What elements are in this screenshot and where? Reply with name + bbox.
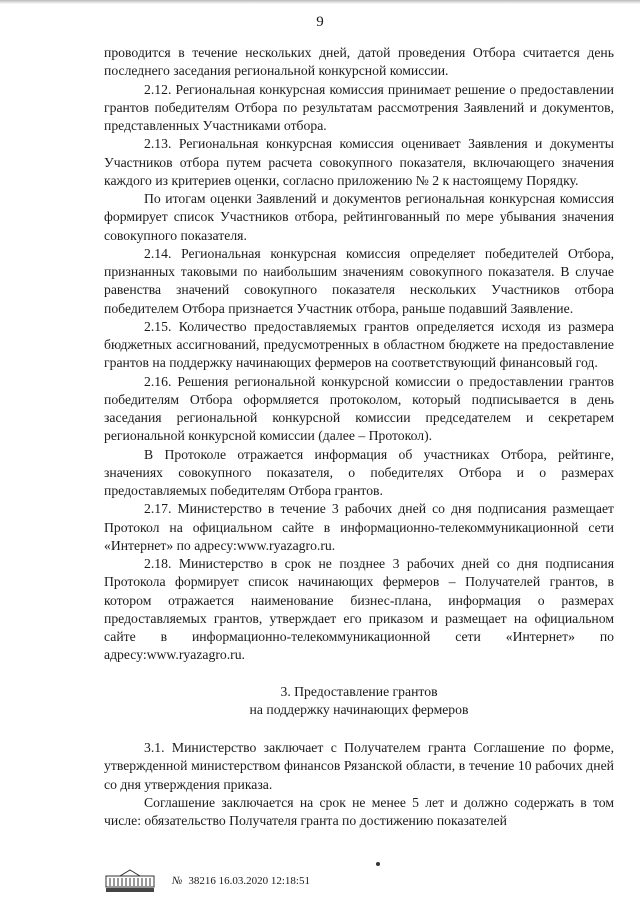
section-heading <box>104 683 614 720</box>
paragraph-3-1: 3.1. Министерство заключает с Получателем гранта Соглашение по форме, утвержденной министерством финансов Рязанской области, в течение 10 рабочих дней со дня утверждения приказа. <box>104 740 614 792</box>
paragraph-2-13: 2.13. Региональная конкурсная комиссия оценивает Заявления и документы Участников отбора путем расчета совокупного показателя, включающего значения каждого из критериев оценки, согласно приложению № 2 к настоящему Порядку. <box>104 136 614 188</box>
paragraph-2-14: 2.14. Региональная конкурсная комиссия определяет победителей Отбора, признанных таковыми по наибольшим значениям совокупного показателя. В случае равенства значений совокупного показателя нескольких Участников отбора победителем Отбора признается Участник отбора, раньше подавший Заявление. <box>104 245 614 316</box>
registration-footer <box>104 868 624 894</box>
scan-top-edge <box>0 0 640 4</box>
page-number: 9 <box>316 14 324 30</box>
paragraph-2-16: 2.16. Решения региональной конкурсной комиссии о предоставлении грантов победителям Отбора оформляется протоколом, который подписывается в день заседания региональной конкурсной комиссии председателем и секретарем региональной конкурсной комиссии (далее – Протокол). <box>104 373 614 444</box>
registration-info: 38216 16.03.2020 12:18:51 <box>188 875 310 887</box>
registration-mark: № <box>172 875 183 887</box>
building-stamp-icon <box>104 869 156 893</box>
paragraph-2-17: 2.17. Министерство в течение 3 рабочих дней со дня подписания размещает Протокол на официальном сайте в информационно-телекоммуникационной сети «Интернет» по адресу:www.ryazagro.ru. <box>104 501 614 553</box>
section-title-line-1: 3. Предоставление грантов <box>280 683 438 699</box>
paragraph-2-18: 2.18. Министерство в срок не позднее 3 рабочих дней со дня подписания Протокола формирует список начинающих фермеров – Получателей грантов, в котором отражается наименование бизнес-плана, информация о размерах предоставляемых грантов, утверждает его приказом и размещает на официальном сайте в информационно-телекоммуникационной сети «Интернет» по адресу:www.ryazagro.ru. <box>104 556 614 663</box>
paragraph-agreement-term: Соглашение заключается на срок не менее 5 лет и должно содержать в том числе: обязательство Получателя гранта по достижению показателей <box>104 794 614 828</box>
paragraph-protocol-info: В Протоколе отражается информация об участниках Отбора, рейтинге, значениях совокупного показателя, о победителях Отбора и о размерах предоставляемых победителям Отбора грантов. <box>104 446 614 498</box>
paragraph-continuation: проводится в течение нескольких дней, датой проведения Отбора считается день последнего заседания региональной конкурсной комиссии. <box>104 45 614 79</box>
paragraph-rating: По итогам оценки Заявлений и документов региональная конкурсная комиссия формирует список Участников отбора, рейтингованный по мере убывания значения совокупного показателя. <box>104 191 614 243</box>
paragraph-2-12: 2.12. Региональная конкурсная комиссия принимает решение о предоставлении грантов победителям Отбора по результатам рассмотрения Заявлений и документов, представленных Участниками отбора. <box>104 81 614 133</box>
document-body <box>104 44 614 830</box>
paragraph-2-15: 2.15. Количество предоставляемых грантов определяется исходя из размера бюджетных ассигнований, предусмотренных в областном бюджете на предоставление грантов на поддержку начинающих фермеров на соответствующий финансовый год. <box>104 318 614 371</box>
section-title-line-2: на поддержку начинающих фермеров <box>249 701 469 717</box>
scan-speck <box>376 862 380 866</box>
